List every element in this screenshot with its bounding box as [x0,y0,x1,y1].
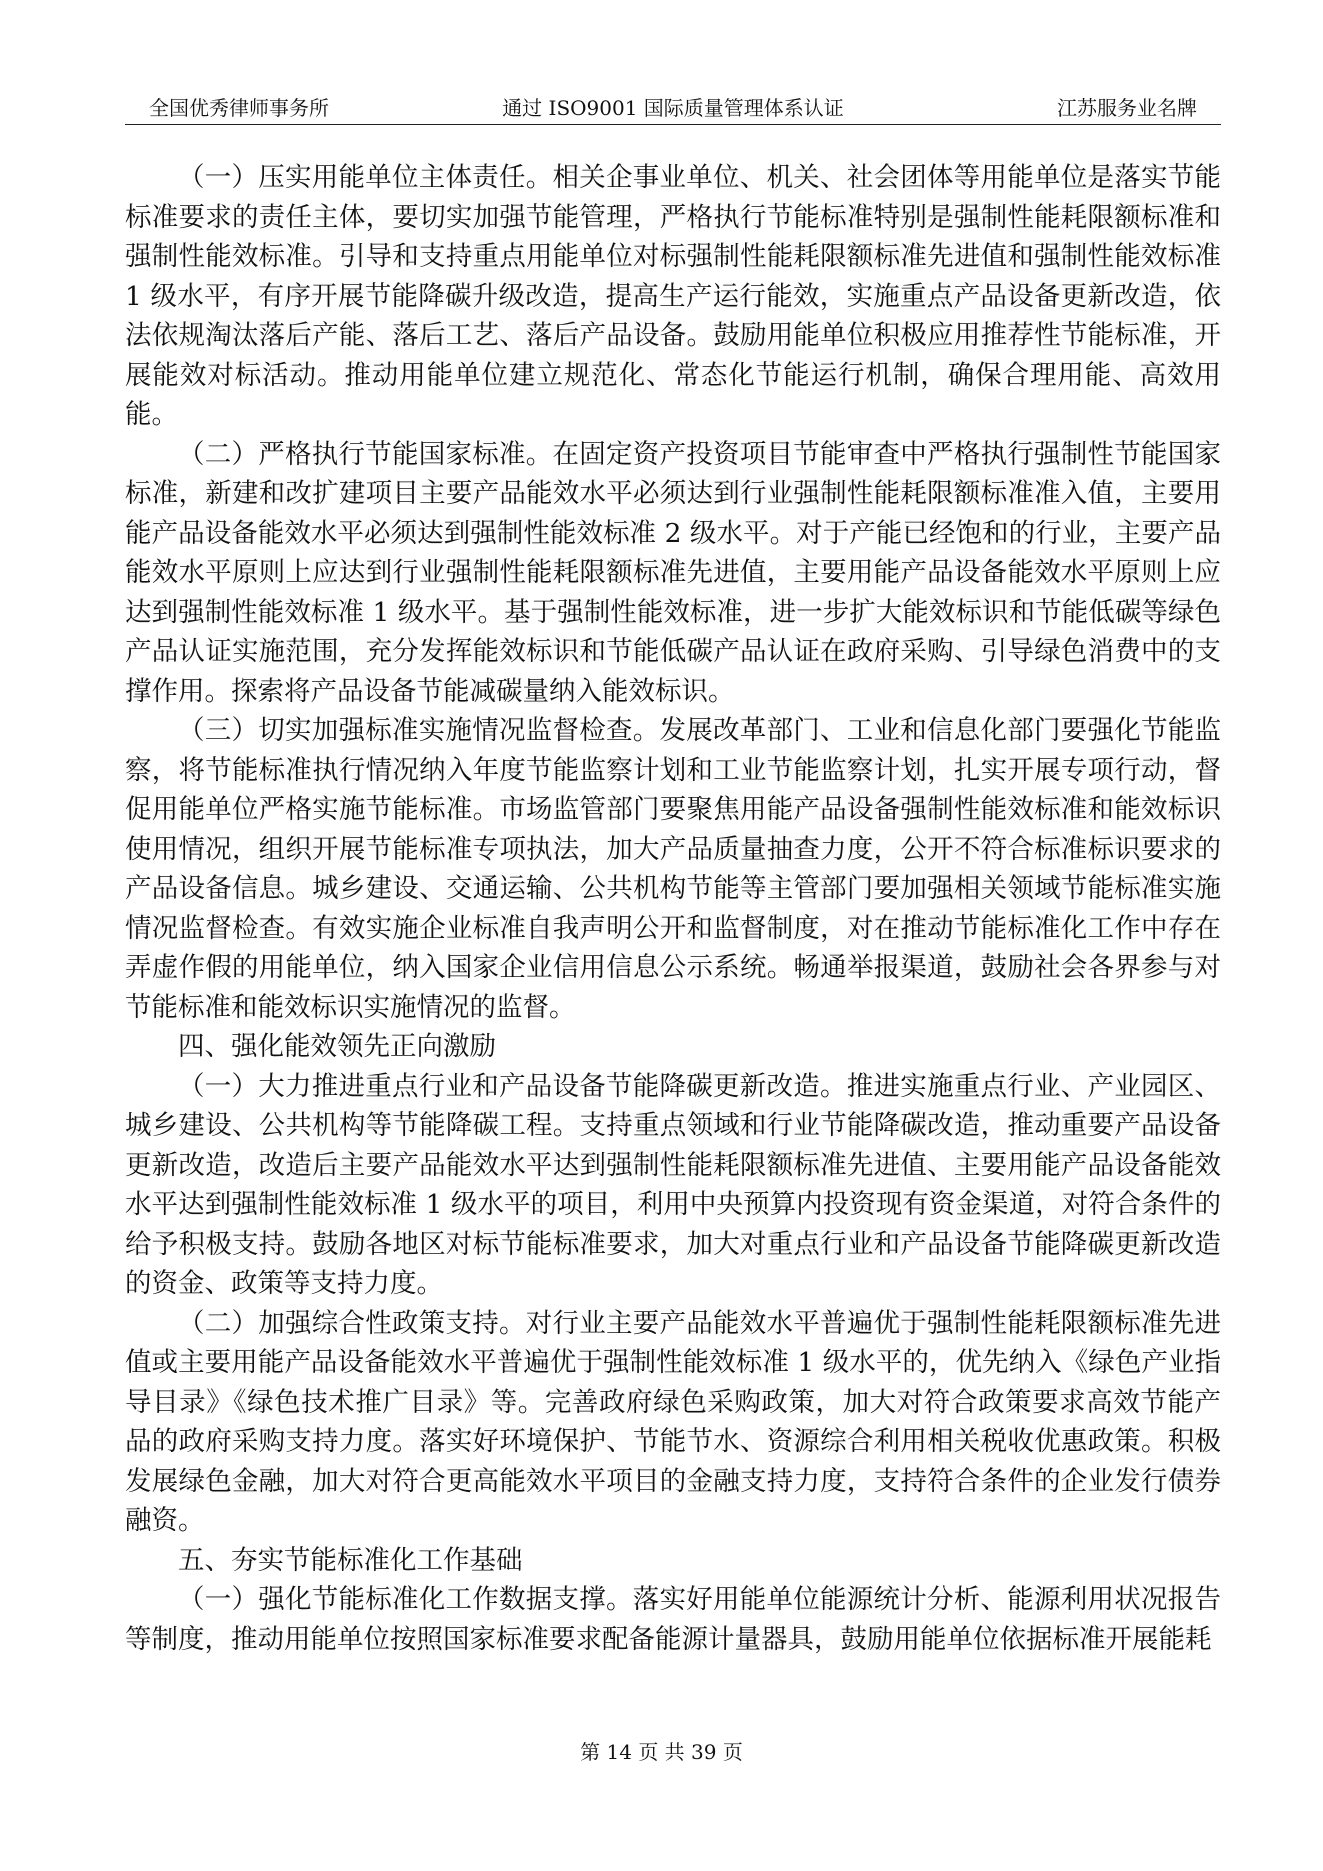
document-body [125,158,1221,1659]
paragraph: （一）强化节能标准化工作数据支撑。落实好用能单位能源统计分析、能源利用状况报告等制度，推动用能单位按照国家标准要求配备能源计量器具，鼓励用能单位依据标准开展能耗 [125,1584,1221,1655]
paragraph: （一）压实用能单位主体责任。相关企事业单位、机关、社会团体等用能单位是落实节能标准要求的责任主体，要切实加强节能管理，严格执行节能标准特别是强制性能耗限额标准和强制性能效标准。引导和支持重点用能单位对标强制性能耗限额标准先进值和强制性能效标准1 级水平，有序开展节能降碳升级改造，提高生产运行能效，实施重点产品设备更新改造，依法依规淘汰落后产能、落后工艺、落后产品设备。鼓励用能单位积极应用推荐性节能标准，开展能效对标活动。推动用能单位建立规范化、常态化节能运行机制，确保合理用能、高效用能。 [125,162,1221,430]
header-divider [125,124,1221,125]
page-header [125,92,1221,122]
paragraph: （二）加强综合性政策支持。对行业主要产品能效水平普遍优于强制性能耗限额标准先进值或主要用能产品设备能效水平普遍优于强制性能效标准 1 级水平的，优先纳入《绿色产业指导目录》《绿色技术推广目录》等。完善政府绿色采购政策，加大对符合政策要求高效节能产品的政府采购支持力度。落实好环境保护、节能节水、资源综合利用相关税收优惠政策。积极发展绿色金融，加大对符合更高能效水平项目的金融支持力度，支持符合条件的企业发行债券融资。 [125,1307,1221,1536]
paragraph: （二）严格执行节能国家标准。在固定资产投资项目节能审查中严格执行强制性节能国家标准，新建和改扩建项目主要产品能效水平必须达到行业强制性能耗限额标准准入值，主要用能产品设备能效水平必须达到强制性能效标准 2 级水平。对于产能已经饱和的行业，主要产品能效水平原则上应达到行业强制性能耗限额标准先进值，主要用能产品设备能效水平原则上应达到强制性能效标准 1 级水平。基于强制性能效标准，进一步扩大能效标识和节能低碳等绿色产品认证实施范围，充分发挥能效标识和节能低碳产品认证在政府采购、引导绿色消费中的支撑作用。探索将产品设备节能减碳量纳入能效标识。 [125,438,1221,707]
section-heading: 五、夯实节能标准化工作基础 [178,1544,523,1576]
section-heading: 四、强化能效领先正向激励 [178,1031,496,1062]
header-firm-title: 全国优秀律师事务所 [149,96,329,120]
paragraph: （三）切实加强标准实施情况监督检查。发展改革部门、工业和信息化部门要强化节能监察，将节能标准执行情况纳入年度节能监察计划和工业节能监察计划，扎实开展专项行动，督促用能单位严格实施节能标准。市场监管部门要聚焦用能产品设备强制性能效标准和能效标识使用情况，组织开展节能标准专项执法，加大产品质量抽查力度，公开不符合标准标识要求的产品设备信息。城乡建设、交通运输、公共机构节能等主管部门要加强相关领域节能标准实施情况监督检查。有效实施企业标准自我声明公开和监督制度，对在推动节能标准化工作中存在弄虚作假的用能单位，纳入国家企业信用信息公示系统。畅通举报渠道，鼓励社会各界参与对节能标准和能效标识实施情况的监督。 [125,715,1221,1023]
page-number: 第 14 页 共 39 页 [580,1740,743,1764]
header-brand: 江苏服务业名牌 [1057,96,1197,120]
header-certification: 通过 ISO9001 国际质量管理体系认证 [502,96,844,120]
paragraph: （一）大力推进重点行业和产品设备节能降碳更新改造。推进实施重点行业、产业园区、城乡建设、公共机构等节能降碳工程。支持重点领域和行业节能降碳改造，推动重要产品设备更新改造，改造后主要产品能效水平达到强制性能耗限额标准先进值、主要用能产品设备能效水平达到强制性能效标准 1 级水平的项目，利用中央预算内投资现有资金渠道，对符合条件的给予积极支持。鼓励各地区对标节能标准要求，加大对重点行业和产品设备节能降碳更新改造的资金、政策等支持力度。 [125,1070,1221,1299]
